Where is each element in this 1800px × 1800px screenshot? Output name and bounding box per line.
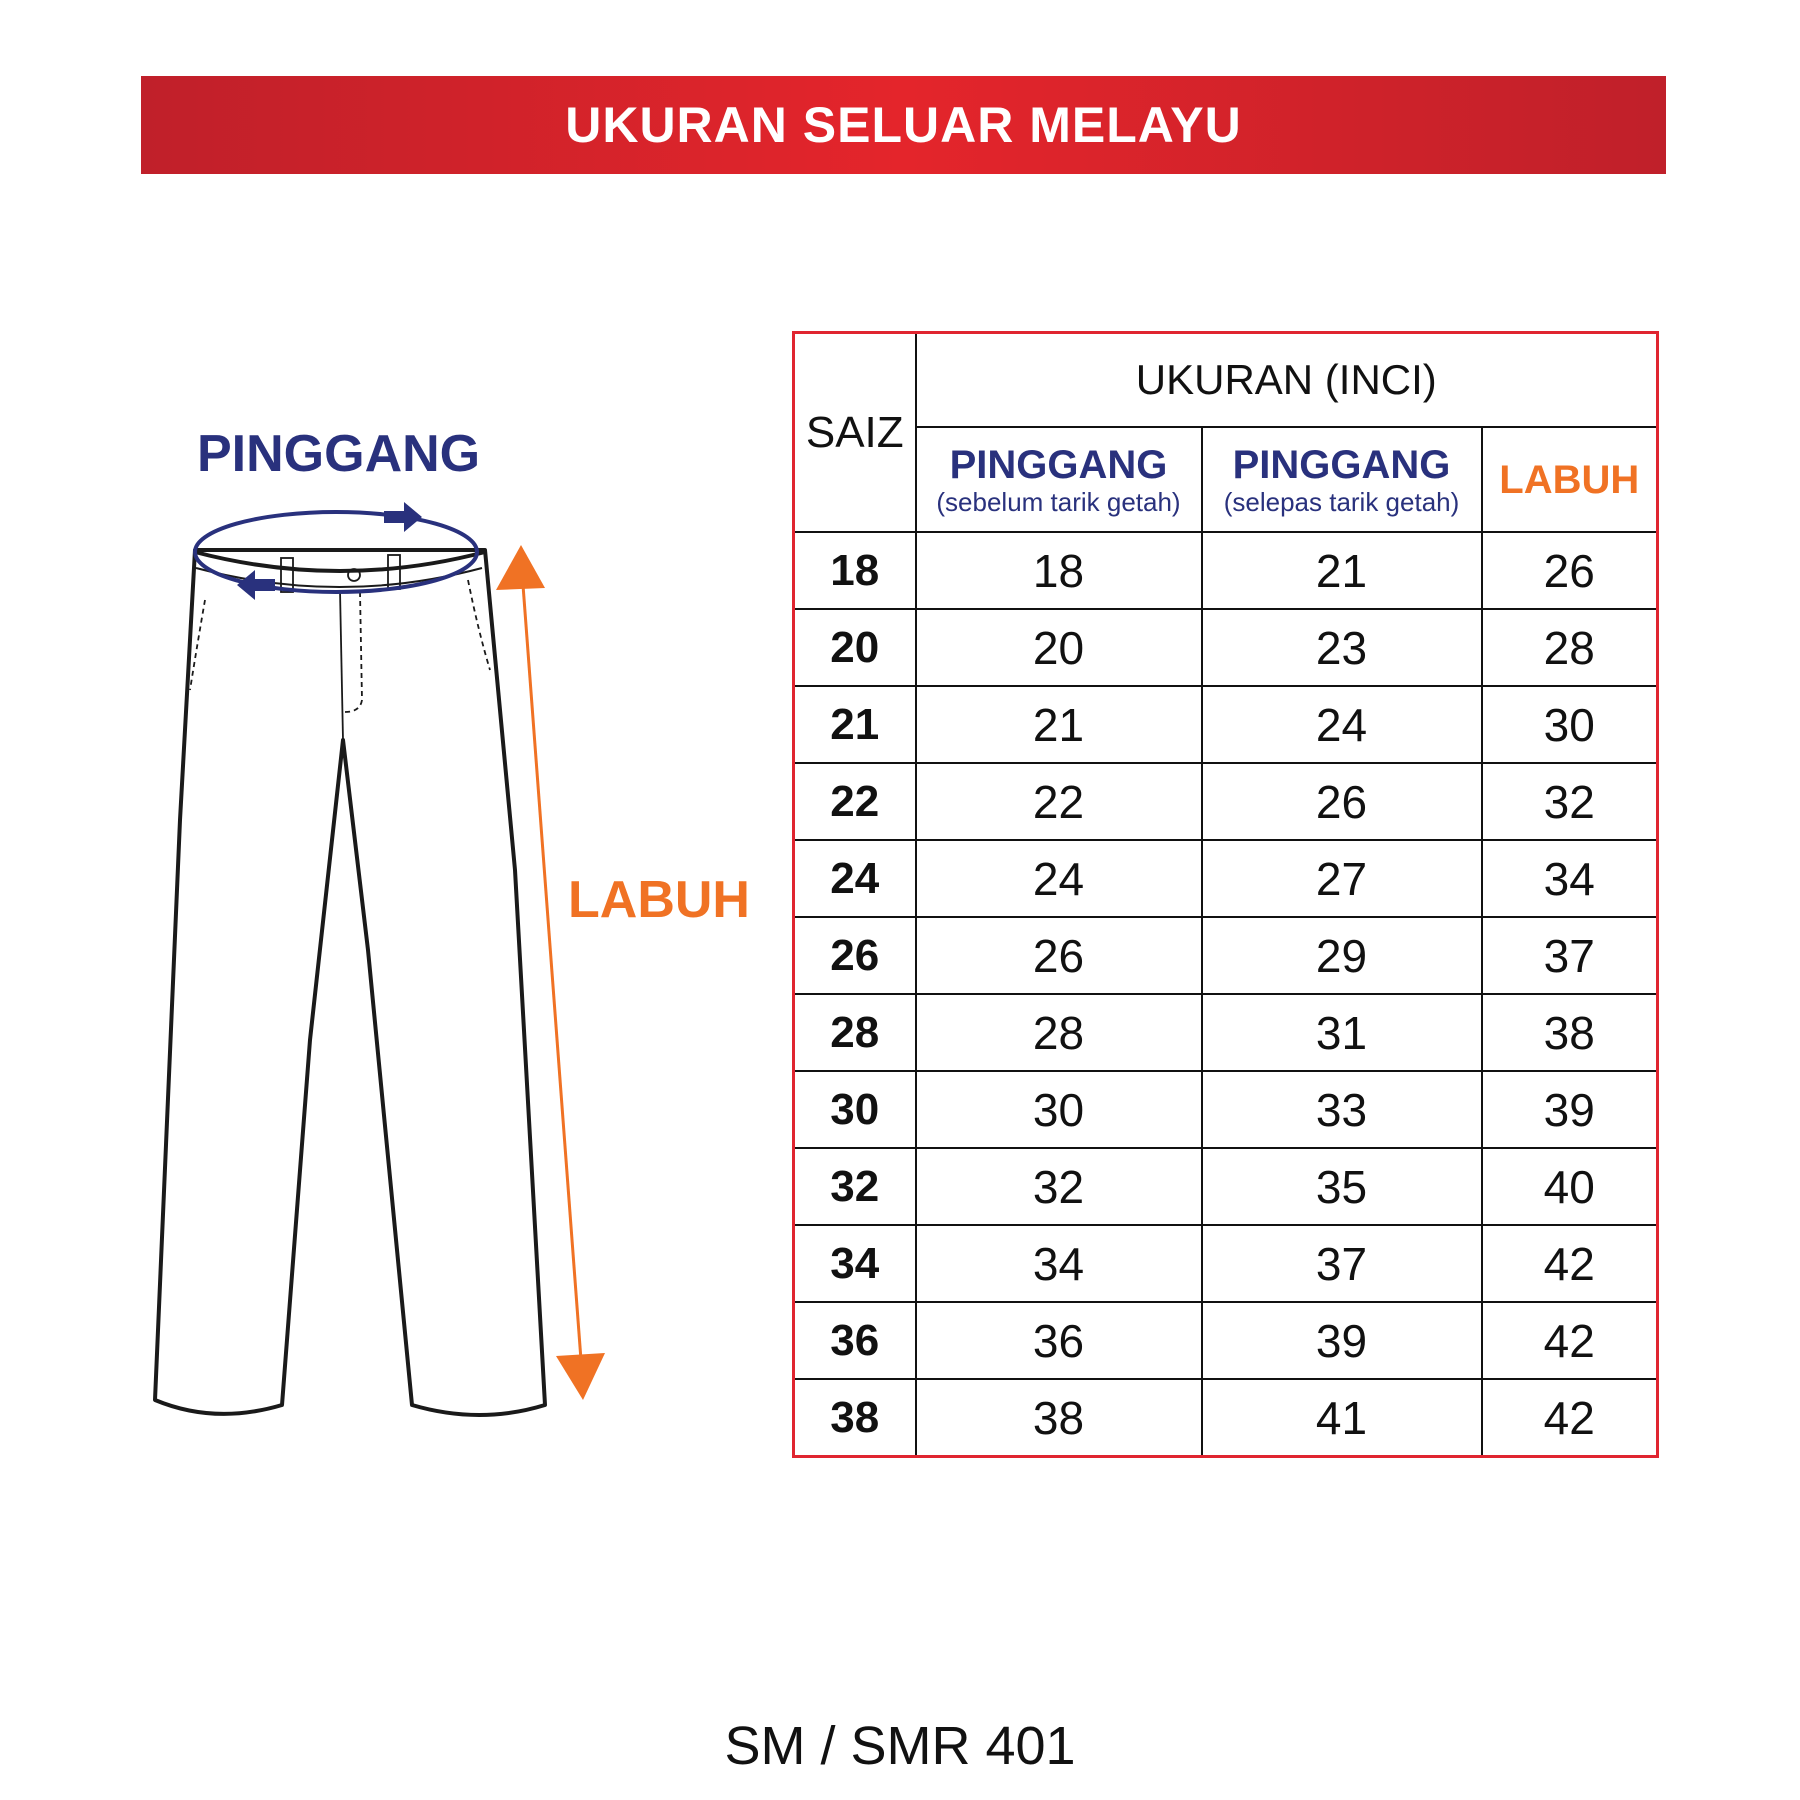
waist-before-cell: 32: [916, 1148, 1202, 1225]
table-row: [794, 840, 1658, 917]
waist-before-cell: 36: [916, 1302, 1202, 1379]
length-cell: 42: [1482, 1302, 1658, 1379]
length-cell: 37: [1482, 917, 1658, 994]
waist-after-cell: 29: [1202, 917, 1482, 994]
waist-before-cell: 38: [916, 1379, 1202, 1457]
table-row: [794, 1379, 1658, 1457]
table-row: [794, 686, 1658, 763]
waist-after-cell: 39: [1202, 1302, 1482, 1379]
length-cell: 32: [1482, 763, 1658, 840]
waist-after-cell: 37: [1202, 1225, 1482, 1302]
waist-after-cell: 23: [1202, 609, 1482, 686]
table-row: [794, 1225, 1658, 1302]
size-column-header: SAIZ: [794, 333, 916, 533]
pants-outline: [155, 550, 545, 1415]
waist-before-cell: 20: [916, 609, 1202, 686]
size-cell: 26: [794, 917, 916, 994]
table-row: [794, 763, 1658, 840]
column-header-waist-after: [1202, 427, 1482, 532]
waist-before-cell: 21: [916, 686, 1202, 763]
unit-header: UKURAN (INCI): [916, 333, 1658, 428]
table-row: [794, 609, 1658, 686]
size-cell: 24: [794, 840, 916, 917]
pants-diagram: [0, 0, 800, 1450]
waist-before-cell: 28: [916, 994, 1202, 1071]
column-title: PINGGANG: [1232, 442, 1451, 487]
column-title: PINGGANG: [949, 442, 1168, 487]
length-cell: 39: [1482, 1071, 1658, 1148]
size-cell: 32: [794, 1148, 916, 1225]
waist-label: PINGGANG: [197, 425, 481, 483]
size-cell: 34: [794, 1225, 916, 1302]
waist-after-cell: 33: [1202, 1071, 1482, 1148]
length-cell: 30: [1482, 686, 1658, 763]
waist-after-cell: 21: [1202, 532, 1482, 609]
waist-before-cell: 30: [916, 1071, 1202, 1148]
size-cell: 38: [794, 1379, 916, 1457]
length-cell: 34: [1482, 840, 1658, 917]
column-title: LABUH: [1499, 457, 1640, 502]
waist-after-cell: 24: [1202, 686, 1482, 763]
waist-before-cell: 26: [916, 917, 1202, 994]
waist-after-cell: 35: [1202, 1148, 1482, 1225]
column-header-length: [1482, 427, 1658, 532]
length-cell: 26: [1482, 532, 1658, 609]
size-cell: 20: [794, 609, 916, 686]
page-title: UKURAN SELUAR MELAYU: [565, 97, 1242, 153]
length-cell: 42: [1482, 1379, 1658, 1457]
table-row: [794, 994, 1658, 1071]
table-row: [794, 532, 1658, 609]
waist-before-cell: 18: [916, 532, 1202, 609]
length-cell: 40: [1482, 1148, 1658, 1225]
size-chart: [792, 331, 1659, 1458]
size-cell: 22: [794, 763, 916, 840]
waist-before-cell: 22: [916, 763, 1202, 840]
arrow-right-icon: [384, 502, 422, 532]
table-row: [794, 917, 1658, 994]
size-cell: 36: [794, 1302, 916, 1379]
pants-details: [190, 555, 490, 740]
waist-after-cell: 41: [1202, 1379, 1482, 1457]
waist-after-cell: 31: [1202, 994, 1482, 1071]
table-row: [794, 1071, 1658, 1148]
column-note: (sebelum tarik getah): [936, 486, 1181, 517]
column-note: (selepas tarik getah): [1223, 486, 1460, 517]
waist-after-cell: 26: [1202, 763, 1482, 840]
waist-before-cell: 34: [916, 1225, 1202, 1302]
size-cell: 21: [794, 686, 916, 763]
size-cell: 30: [794, 1071, 916, 1148]
size-cell: 28: [794, 994, 916, 1071]
length-cell: 42: [1482, 1225, 1658, 1302]
waist-after-cell: 27: [1202, 840, 1482, 917]
table-row: [794, 1302, 1658, 1379]
length-cell: 38: [1482, 994, 1658, 1071]
table-row: [794, 1148, 1658, 1225]
length-label: LABUH: [568, 871, 750, 929]
product-code: SM / SMR 401: [724, 1716, 1076, 1776]
size-table: [792, 331, 1659, 1458]
waist-before-cell: 24: [916, 840, 1202, 917]
arrow-left-icon: [237, 570, 275, 600]
length-cell: 28: [1482, 609, 1658, 686]
column-header-waist-before: [916, 427, 1202, 532]
size-cell: 18: [794, 532, 916, 609]
length-arrow: [496, 545, 605, 1400]
